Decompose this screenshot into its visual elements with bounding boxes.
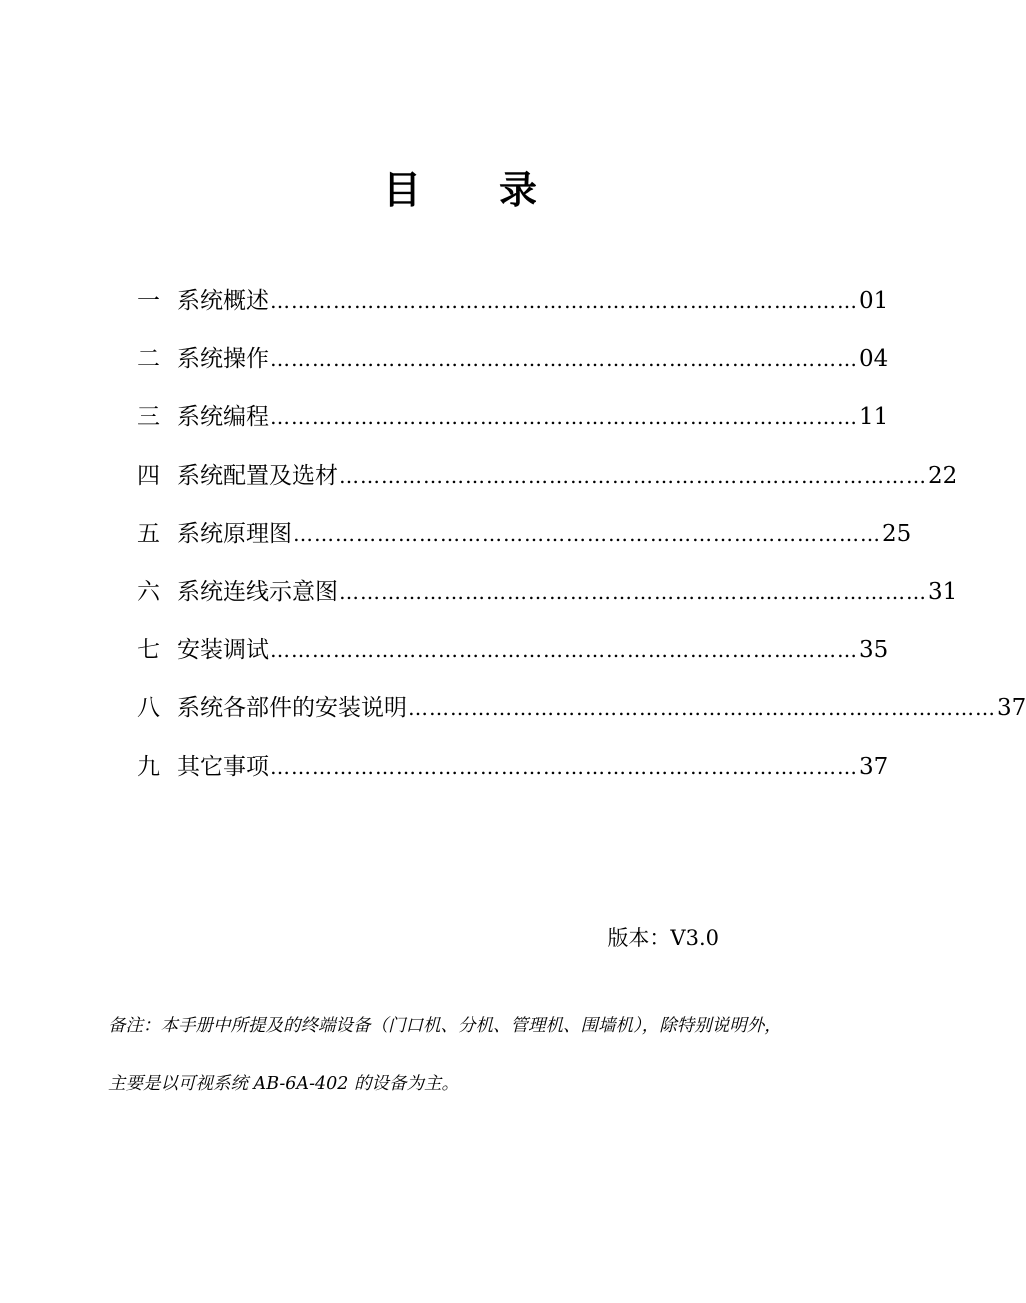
toc-dot-leader: ………………………………………………………………………… (270, 638, 858, 663)
toc-entry-label: 系统原理图 (177, 520, 292, 547)
toc-entry-number: 九 (137, 753, 160, 780)
toc-entry-page: 11 (859, 404, 889, 431)
note-line-2: 主要是以可视系统 AB-6A-402 的设备为主。 (108, 1074, 459, 1094)
toc-entry-page: 22 (928, 462, 958, 489)
toc-entry[interactable] (137, 685, 1026, 743)
note-line-1: 备注：本手册中所提及的终端设备（门口机、分机、管理机、围墙机），除特别说明外， (108, 1016, 782, 1036)
toc-entry[interactable] (137, 453, 958, 511)
toc-dot-leader: ………………………………………………………………………… (293, 521, 881, 546)
toc-entry-page: 35 (859, 637, 889, 664)
toc-entry-number: 二 (137, 346, 160, 373)
title-char-2: 录 (499, 168, 538, 212)
toc-entry[interactable] (137, 569, 958, 627)
table-of-contents (137, 278, 1026, 802)
toc-entry[interactable] (137, 627, 889, 685)
toc-entry-page: 25 (882, 520, 912, 547)
toc-dot-leader: ………………………………………………………………………… (270, 347, 858, 372)
page-title (0, 162, 920, 218)
toc-entry-page: 04 (859, 346, 889, 373)
toc-entry-label: 其它事项 (177, 753, 269, 780)
version-label: 版本：V3.0 (607, 926, 719, 950)
toc-dot-leader: ………………………………………………………………………… (270, 754, 858, 779)
toc-entry-label: 系统操作 (177, 346, 269, 373)
toc-dot-leader: ………………………………………………………………………… (270, 289, 858, 313)
toc-dot-leader: ………………………………………………………………………… (339, 579, 927, 604)
toc-entry-label: 系统配置及选材 (177, 462, 338, 489)
toc-entry-number: 七 (137, 637, 160, 664)
toc-entry-label: 系统编程 (177, 404, 269, 431)
toc-entry-label: 系统各部件的安装说明 (177, 695, 407, 722)
toc-entry-page: 01 (859, 288, 889, 314)
toc-entry-page: 37 (859, 753, 889, 780)
toc-entry-number: 四 (137, 462, 160, 489)
toc-entry-label: 系统连线示意图 (177, 578, 338, 605)
toc-dot-leader: ………………………………………………………………………… (270, 405, 858, 430)
toc-entry-label: 系统概述 (177, 288, 269, 314)
toc-entry-label: 安装调试 (177, 637, 269, 664)
toc-entry-number: 六 (137, 578, 160, 605)
toc-entry-page: 31 (928, 578, 958, 605)
toc-entry-number: 一 (137, 288, 160, 314)
title-char-1: 目 (382, 168, 421, 212)
toc-entry-number: 八 (137, 695, 160, 722)
toc-entry-number: 三 (137, 404, 160, 431)
toc-entry[interactable] (137, 336, 889, 394)
toc-entry[interactable] (137, 394, 889, 452)
toc-entry[interactable] (137, 278, 889, 336)
toc-dot-leader: ………………………………………………………………………… (339, 463, 927, 488)
toc-entry[interactable] (137, 511, 912, 569)
toc-entry-number: 五 (137, 520, 160, 547)
toc-dot-leader: ………………………………………………………………………… (408, 696, 996, 721)
toc-entry[interactable] (137, 744, 889, 802)
toc-entry-page: 37 (997, 695, 1026, 722)
